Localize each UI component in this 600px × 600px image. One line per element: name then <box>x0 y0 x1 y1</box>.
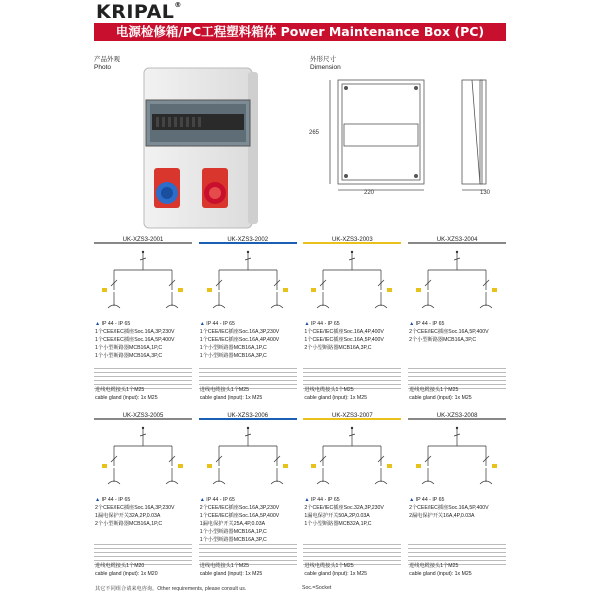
circuit-diagram <box>199 426 297 496</box>
circuit-diagram <box>303 250 401 320</box>
circuit-diagram <box>303 426 401 496</box>
rule-line <box>94 368 192 369</box>
rule-line <box>408 376 506 377</box>
rule-line <box>199 380 297 381</box>
gland-en: cable gland (input): 1x M25 <box>199 395 263 401</box>
gland-en: cable gland (input): 1x M25 <box>409 395 472 401</box>
rule-line <box>94 548 192 549</box>
spec-line: 1个小型断路器MCB16A,3P,C <box>199 537 267 543</box>
rule-line <box>94 376 192 377</box>
rule-line <box>408 384 506 385</box>
spec-line: 1个CEE/IEC插座Soc.16A,3P,230V <box>95 329 175 335</box>
rule-line <box>199 376 297 377</box>
spec-line: 2个小型断路器MCB16A,3P,C <box>304 345 372 351</box>
rule-line <box>199 372 297 373</box>
model-number: UK-XZS3-2004 <box>408 236 506 244</box>
circuit-diagram <box>199 250 297 320</box>
dimension-drawing <box>318 76 500 206</box>
spec-line: 1个CEE/IEC插座Soc.16A,5P,400V <box>304 337 384 343</box>
model-number: UK-XZS3-2001 <box>94 236 192 244</box>
circuit-diagram <box>94 426 192 496</box>
rule-line <box>199 548 297 549</box>
model-number: UK-XZS3-2006 <box>199 412 297 420</box>
ip-rating: ▲ IP 44 - IP 65 <box>95 497 131 503</box>
circuit-diagram <box>94 250 192 320</box>
model-card <box>199 412 297 582</box>
rule-line <box>303 380 401 381</box>
rule-line <box>94 384 192 385</box>
gland-en: cable gland (input): 1x M25 <box>304 395 367 401</box>
spec-line: 1漏电保护开关50A,2P,0.03A <box>304 513 370 519</box>
rule-line <box>408 372 506 373</box>
model-card <box>408 236 506 406</box>
spec-line: 1个CEE/IEC插座Soc.16A,3P,230V <box>199 329 280 335</box>
gland-en: cable gland (input): 1x M20 <box>95 571 158 577</box>
spec-line: 1漏电保护开关32A,2P,0.03A <box>95 513 161 519</box>
gland-cn: 进线电缆接头1个M25 <box>409 387 459 393</box>
model-card <box>408 412 506 582</box>
model-card <box>303 236 401 406</box>
spec-line: 1个小型断路器MCB16A,1P,C <box>199 529 267 535</box>
spec-line: 1个小型断路器MCB16A,3P,C <box>95 353 163 359</box>
model-card <box>199 236 297 406</box>
rule-line <box>408 560 506 561</box>
spec-line: 1个小型断路器MCB16A,1P,C <box>95 345 163 351</box>
spec-line: 2个小型断路器MCB16A,1P,C <box>95 521 163 527</box>
rule-line <box>408 548 506 549</box>
gland-en: cable gland (input): 1x M25 <box>409 571 472 577</box>
gland-cn: 进线电缆接头1个M25 <box>304 387 354 393</box>
spec-line: 1个小型断路器MCB16A,3P,C <box>199 353 267 359</box>
dim-height: 265 <box>309 130 320 136</box>
circuit-diagram <box>408 250 506 320</box>
spec-line: 2个小型断路器MCB16A,3P,C <box>409 337 477 343</box>
gland-cn: 进线电缆接头1个M25 <box>409 563 459 569</box>
rule-line <box>303 560 401 561</box>
rule-line <box>94 372 192 373</box>
rule-line <box>94 552 192 553</box>
rule-line <box>199 384 297 385</box>
rule-line <box>303 548 401 549</box>
gland-cn: 进线电缆接头1个M25 <box>304 563 354 569</box>
model-card <box>94 236 192 406</box>
rule-line <box>199 556 297 557</box>
blue-socket-icon <box>154 168 180 208</box>
ip-rating: ▲ IP 44 - IP 65 <box>95 321 131 327</box>
rule-line <box>303 556 401 557</box>
ip-rating: ▲ IP 44 - IP 65 <box>409 321 445 327</box>
spec-line: 2漏电保护开关16A,4P,0.03A <box>409 513 475 519</box>
ip-rating: ▲ IP 44 - IP 65 <box>304 497 340 503</box>
rule-line <box>408 556 506 557</box>
model-card <box>94 412 192 582</box>
rule-line <box>199 552 297 553</box>
model-number: UK-XZS3-2008 <box>408 412 506 420</box>
spec-line: 1个CEE/IEC插座Soc.16A,4P,400V <box>199 337 280 343</box>
spec-line: 1个小型断路器MCB32A,1P,C <box>304 521 372 527</box>
product-photo <box>132 66 266 236</box>
spec-line: 2个CEE/IEC插座Soc.16A,3P,230V <box>95 505 175 511</box>
model-number: UK-XZS3-2002 <box>199 236 297 244</box>
spec-line: 1个小型断路器MCB16A,1P,C <box>199 345 267 351</box>
rule-line <box>94 380 192 381</box>
rule-line <box>94 544 192 545</box>
ip-rating: ▲ IP 44 - IP 65 <box>199 321 235 327</box>
dim-width: 220 <box>364 190 375 196</box>
model-number: UK-XZS3-2005 <box>94 412 192 420</box>
photo-label: 产品外观 Photo <box>94 56 120 71</box>
spec-line: 1漏电保护开关25A,4P,0.03A <box>199 521 266 527</box>
rule-line <box>199 560 297 561</box>
brand-logo: KRIPAL® <box>96 1 182 23</box>
rule-line <box>199 544 297 545</box>
rule-line <box>408 544 506 545</box>
gland-cn: 进线电缆接头1个M20 <box>95 563 145 569</box>
spec-line: 1个CEE/IEC插座Soc.16A,5P,400V <box>199 513 280 519</box>
footer-soc: Soc.=Socket <box>302 585 332 591</box>
rule-line <box>303 544 401 545</box>
rule-line <box>303 552 401 553</box>
gland-en: cable gland (input): 1x M25 <box>199 571 263 577</box>
model-card <box>303 412 401 582</box>
rule-line <box>408 368 506 369</box>
rule-line <box>408 552 506 553</box>
rule-line <box>303 384 401 385</box>
rule-line <box>303 376 401 377</box>
rule-line <box>303 372 401 373</box>
spec-line: 2个CEE/IEC插座Soc.16A,5P,400V <box>409 329 489 335</box>
gland-cn: 进线电缆接头1个M25 <box>199 563 249 569</box>
circuit-diagram <box>408 426 506 496</box>
spec-line: 2个CEE/IEC插座Soc.32A,3P,230V <box>304 505 384 511</box>
model-number: UK-XZS3-2003 <box>303 236 401 244</box>
dimension-label: 外形尺寸 Dimension <box>310 56 341 71</box>
rule-line <box>408 380 506 381</box>
rule-line <box>94 556 192 557</box>
spec-line: 2个CEE/IEC插座Soc.16A,3P,230V <box>199 505 280 511</box>
gland-cn: 进线电缆接头1个M25 <box>95 387 145 393</box>
ip-rating: ▲ IP 44 - IP 65 <box>409 497 445 503</box>
model-number: UK-XZS3-2007 <box>303 412 401 420</box>
rule-line <box>94 560 192 561</box>
red-socket-icon <box>202 168 228 208</box>
rule-line <box>199 368 297 369</box>
dim-depth: 130 <box>480 190 491 196</box>
gland-cn: 进线电缆接头1个M25 <box>199 387 249 393</box>
gland-en: cable gland (input): 1x M25 <box>95 395 158 401</box>
spec-line: 1个CEE/IEC插座Soc.16A,4P,400V <box>304 329 384 335</box>
rule-line <box>303 368 401 369</box>
ip-rating: ▲ IP 44 - IP 65 <box>304 321 340 327</box>
gland-en: cable gland (input): 1x M25 <box>304 571 367 577</box>
ip-rating: ▲ IP 44 - IP 65 <box>199 497 235 503</box>
page-title: 电源检修箱/PC工程塑料箱体 Power Maintenance Box (PC) <box>94 23 506 41</box>
spec-line: 2个CEE/IEC插座Soc.16A,5P,400V <box>409 505 489 511</box>
footer-note: 其它不同组合请来电咨询。Other requirements, please consult us. <box>95 586 247 592</box>
spec-line: 1个CEE/IEC插座Soc.16A,5P,400V <box>95 337 175 343</box>
